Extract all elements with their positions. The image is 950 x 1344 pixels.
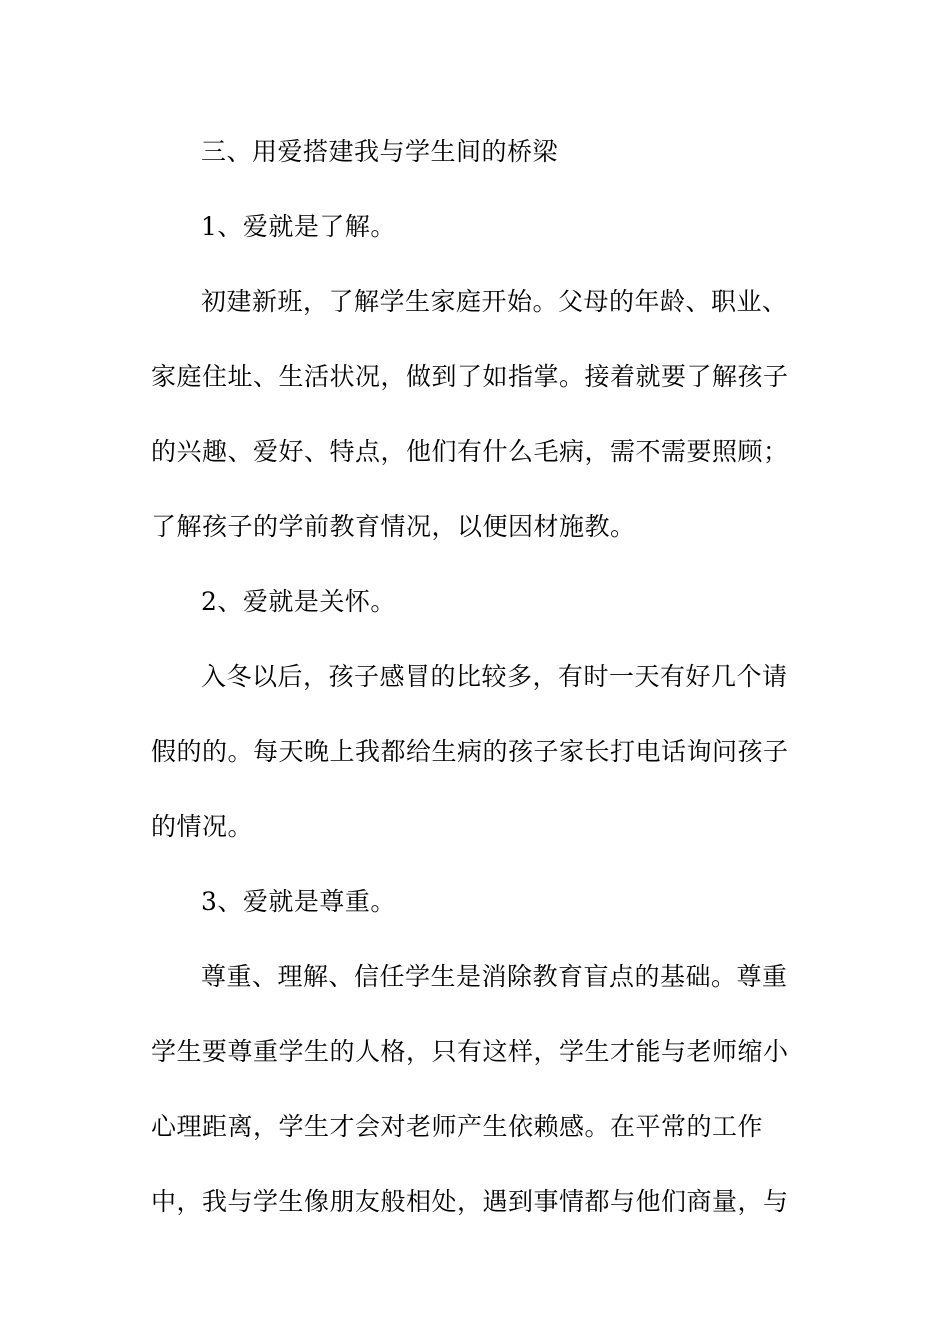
subheading-respect: 3、爱就是尊重。 — [201, 887, 396, 916]
subheading-care: 2、爱就是关怀。 — [201, 587, 396, 616]
paragraph-line: 初建新班，了解学生家庭开始。父母的年龄、职业、 — [201, 287, 788, 316]
section-heading: 三、用爱搭建我与学生间的桥梁 — [201, 137, 559, 166]
paragraph-line: 假的的。每天晚上我都给生病的孩子家长打电话询问孩子 — [151, 737, 789, 766]
paragraph-line: 的情况。 — [151, 812, 254, 841]
paragraph-line: 的兴趣、爱好、特点，他们有什么毛病，需不需要照顾； — [151, 437, 789, 466]
paragraph-line: 尊重、理解、信任学生是消除教育盲点的基础。尊重 — [201, 962, 788, 991]
subheading-understanding: 1、爱就是了解。 — [201, 212, 396, 241]
paragraph-line: 中，我与学生像朋友般相处，遇到事情都与他们商量，与 — [151, 1187, 789, 1216]
paragraph-line: 了解孩子的学前教育情况，以便因材施教。 — [151, 512, 636, 541]
paragraph-line: 家庭住址、生活状况，做到了如指掌。接着就要了解孩子 — [151, 362, 789, 391]
paragraph-line: 心理距离，学生才会对老师产生依赖感。在平常的工作 — [151, 1112, 764, 1141]
paragraph-line: 入冬以后，孩子感冒的比较多，有时一天有好几个请 — [201, 662, 788, 691]
paragraph-line: 学生要尊重学生的人格，只有这样，学生才能与老师缩小 — [151, 1037, 789, 1066]
